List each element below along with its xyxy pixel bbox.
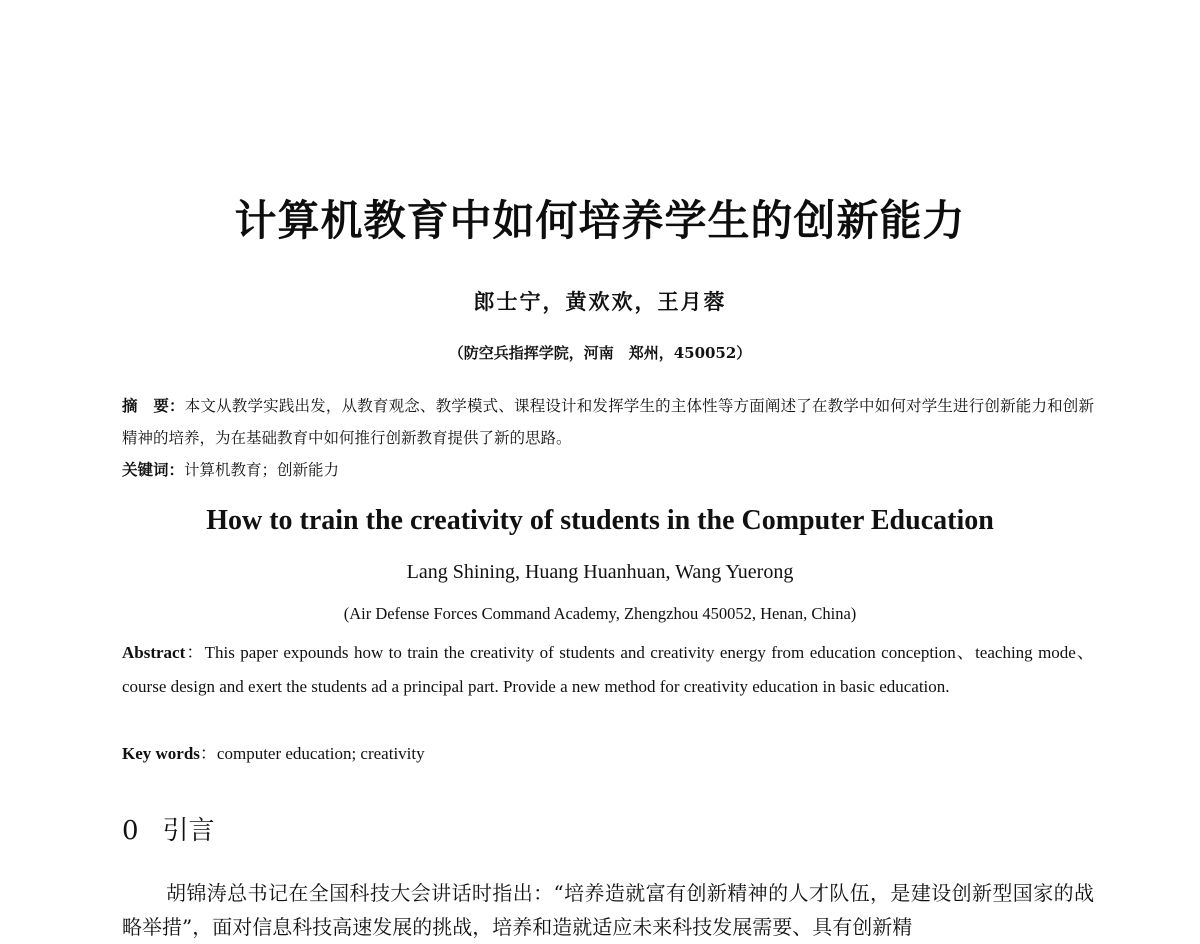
chinese-title: 计算机教育中如何培养学生的创新能力 — [234, 196, 966, 245]
english-abstract-colon: ： — [185, 643, 205, 662]
chinese-affiliation: （防空兵指挥学院，河南 郑州，450052） — [448, 344, 752, 362]
body-paragraph: 胡锦涛总书记在全国科技大会讲话时指出：“培养造就富有创新精神的人才队伍，是建设创新型国家的战略举措”，面对信息科技高速发展的挑战，培养和造就适应未来科技发展需要、具有创新精 — [122, 881, 1094, 939]
english-keywords-text: computer education; creativity — [216, 744, 425, 763]
chinese-keywords-label: 关键词： — [122, 461, 185, 479]
english-keywords-colon: ： — [199, 744, 217, 763]
chinese-keywords-text: 计算机教育；创新能力 — [184, 461, 340, 479]
chinese-abstract-text: 本文从教学实践出发，从教育观念、教学模式、课程设计和发挥学生的主体性等方面阐述了在教学中如何对学生进行创新能力和创新精神的培养，为在基础教育中如何推行创新教育提供了新的思路。 — [122, 397, 1094, 447]
english-abstract — [122, 636, 1094, 704]
section-number: 0 — [122, 816, 139, 846]
english-authors: Lang Shining, Huang Huanhuan, Wang Yuerong — [406, 561, 794, 583]
english-abstract-text: This paper expounds how to train the creativity of students and creativity energy from education conception、teaching mode、course design and exert the students ad a principal part. Provide a new method for creativity education in basic education. — [122, 643, 1095, 696]
english-keywords-label: Key words — [122, 744, 200, 763]
section-heading — [122, 810, 215, 847]
english-keywords — [122, 740, 1094, 768]
english-abstract-label: Abstract — [122, 643, 186, 662]
chinese-keywords — [122, 456, 1094, 484]
chinese-authors: 郎士宁，黄欢欢，王月蓉 — [473, 289, 727, 314]
chinese-abstract-label: 摘 要： — [122, 397, 185, 415]
section-title: 引言 — [162, 816, 215, 846]
chinese-abstract — [122, 390, 1094, 454]
english-title: How to train the creativity of students in the Computer Education — [206, 505, 994, 536]
english-affiliation: (Air Defense Forces Command Academy, Zhengzhou 450052, Henan, China) — [343, 604, 857, 623]
